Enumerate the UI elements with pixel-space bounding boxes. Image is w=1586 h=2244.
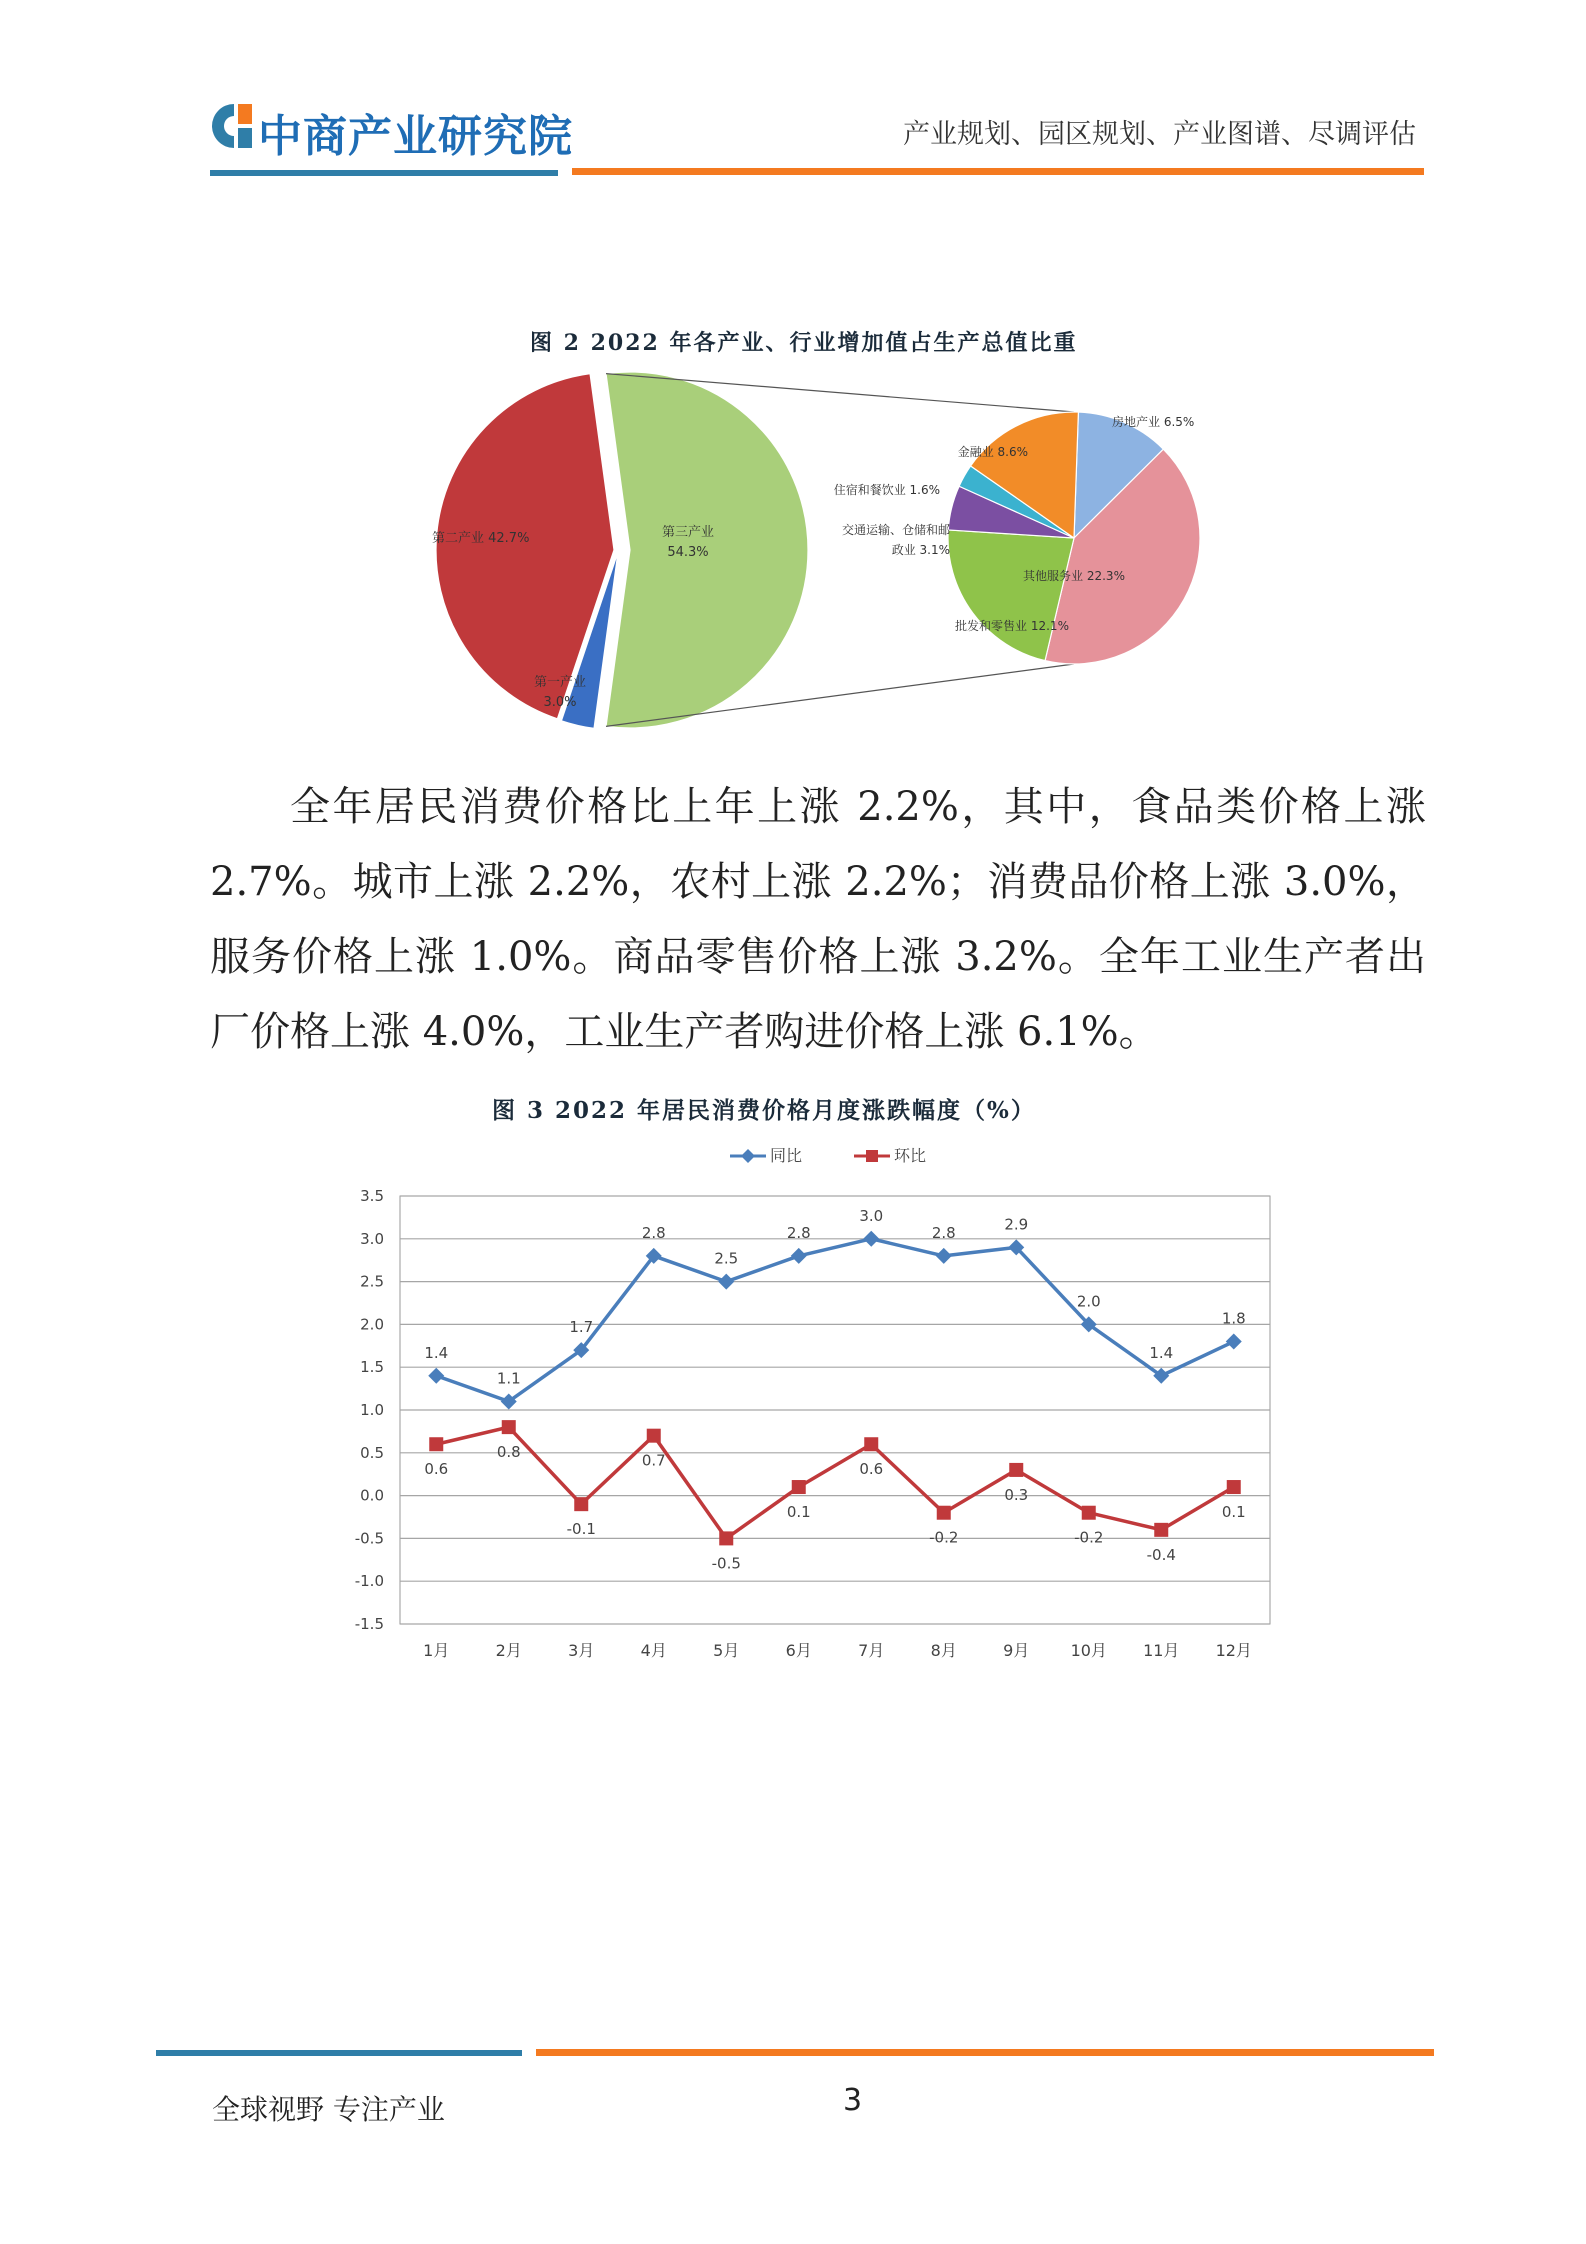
x-tick-label-1: 2月 [495, 1641, 522, 1660]
y-tick-label-1: 3.0 [360, 1229, 384, 1248]
point-0-5 [791, 1248, 807, 1264]
data-label-0-2: 1.7 [569, 1318, 594, 1337]
data-label-0-0: 1.4 [424, 1343, 449, 1362]
pie-label-detail-0-0: 房地产业 6.5% [1112, 415, 1195, 429]
svg-text:同比: 同比 [770, 1146, 803, 1165]
data-label-1-6: 0.6 [859, 1460, 884, 1479]
data-label-1-11: 0.1 [1221, 1503, 1246, 1522]
data-label-1-7: -0.2 [929, 1528, 959, 1547]
footer-rule-blue [156, 2050, 522, 2056]
point-1-6 [864, 1437, 878, 1451]
data-label-1-0: 0.6 [424, 1460, 449, 1479]
point-0-4 [718, 1274, 734, 1290]
legend-item-1 [854, 1146, 926, 1165]
header-rule-orange [572, 168, 1424, 175]
series-line-1 [436, 1427, 1234, 1538]
y-tick-label-0: 3.5 [360, 1187, 384, 1205]
data-label-0-1: 1.1 [496, 1369, 521, 1388]
data-label-1-9: -0.2 [1074, 1528, 1104, 1547]
point-0-11 [1226, 1334, 1242, 1350]
point-0-6 [863, 1231, 879, 1247]
pie-label-detail-4-0: 住宿和餐饮业 1.6% [833, 483, 940, 497]
data-label-0-7: 2.8 [931, 1223, 956, 1242]
pie-label-detail-5-0: 金融业 8.6% [957, 445, 1028, 459]
y-tick-label-8: -0.5 [354, 1529, 384, 1548]
point-1-7 [937, 1506, 951, 1520]
data-label-0-11: 1.8 [1221, 1309, 1246, 1328]
pie-label-detail-1-0: 其他服务业 22.3% [1023, 569, 1125, 583]
data-label-0-3: 2.8 [641, 1223, 666, 1242]
y-tick-label-5: 1.0 [360, 1401, 384, 1419]
pie-label-main-0-0: 第二产业 42.7% [432, 531, 530, 546]
body-paragraph [210, 770, 1426, 1070]
figure3-title: 图 3 2022 年居民消费价格月度涨跌幅度（%） [492, 1097, 1036, 1124]
page-number: 3 [843, 2083, 863, 2118]
data-label-0-8: 2.9 [1004, 1215, 1029, 1234]
x-tick-label-2: 3月 [568, 1641, 595, 1660]
data-label-1-2: -0.1 [566, 1520, 596, 1539]
legend-item-0 [730, 1146, 802, 1165]
pie-label-detail-3-1: 政业 3.1% [891, 543, 950, 557]
x-tick-label-9: 10月 [1070, 1641, 1107, 1660]
y-tick-label-2: 2.5 [360, 1272, 384, 1291]
point-0-0 [428, 1368, 444, 1384]
pie-label-main-1-1: 54.3% [667, 545, 709, 560]
x-tick-label-4: 5月 [713, 1641, 740, 1660]
data-label-1-10: -0.4 [1146, 1545, 1176, 1564]
footer-slogan: 全球视野 专注产业 [212, 2093, 445, 2126]
data-label-1-4: -0.5 [711, 1554, 741, 1573]
data-label-1-1: 0.8 [496, 1443, 521, 1462]
data-label-1-3: 0.7 [641, 1451, 666, 1470]
pie-label-detail-2-0: 批发和零售业 12.1% [955, 619, 1069, 633]
x-tick-label-11: 12月 [1215, 1641, 1252, 1660]
point-1-3 [647, 1429, 661, 1443]
header-tagline: 产业规划、园区规划、产业图谱、尽调评估 [903, 119, 1416, 150]
point-1-2 [574, 1497, 588, 1511]
point-1-9 [1082, 1506, 1096, 1520]
data-label-0-6: 3.0 [859, 1206, 884, 1225]
y-tick-label-10: -1.5 [354, 1615, 384, 1633]
logo-icon [208, 100, 258, 152]
logo-text: 中商产业研究院 [258, 111, 573, 162]
figure3-line-chart [340, 1140, 1280, 1680]
pie-label-main-2-0: 第一产业 [533, 675, 587, 690]
header-rule-blue [210, 170, 558, 176]
pie-label-main-2-1: 3.0% [543, 695, 577, 710]
point-1-5 [792, 1480, 806, 1494]
svg-text:环比: 环比 [894, 1146, 927, 1165]
x-tick-label-8: 9月 [1003, 1641, 1030, 1660]
y-tick-label-4: 1.5 [360, 1358, 384, 1377]
x-tick-label-10: 11月 [1143, 1641, 1180, 1660]
point-1-8 [1009, 1463, 1023, 1477]
figure2-title: 图 2 2022 年各产业、行业增加值占生产总值比重 [530, 330, 1078, 356]
data-label-1-8: 0.3 [1004, 1485, 1029, 1504]
figure2-pie-chart [400, 360, 1240, 740]
series-line-0 [436, 1239, 1234, 1402]
pie-label-main-1-0: 第三产业 [661, 525, 715, 540]
paragraph-cpi: 全年居民消费价格比上年上涨 2.2%，其中，食品类价格上涨 2.7%。城市上涨 2.2%，农村上涨 2.2%；消费品价格上涨 3.0%，服务价格上涨 1.0%。商品零售价格上涨 3.2%。全年工业生产者出厂价格上涨 4.0%，工业生产者购进价格上涨 6.1%。 [210, 784, 1426, 1055]
point-0-7 [936, 1248, 952, 1264]
data-label-1-5: 0.1 [786, 1503, 811, 1522]
point-1-4 [719, 1531, 733, 1545]
point-1-11 [1227, 1480, 1241, 1494]
x-tick-label-3: 4月 [640, 1641, 667, 1660]
x-tick-label-5: 6月 [785, 1641, 812, 1660]
y-tick-label-6: 0.5 [360, 1443, 384, 1462]
point-1-0 [429, 1437, 443, 1451]
data-label-0-4: 2.5 [714, 1249, 739, 1268]
data-label-0-10: 1.4 [1149, 1343, 1174, 1362]
point-1-10 [1154, 1523, 1168, 1537]
x-tick-label-6: 7月 [858, 1641, 885, 1660]
x-tick-label-0: 1月 [423, 1641, 450, 1660]
y-tick-label-9: -1.0 [354, 1572, 384, 1591]
data-label-0-5: 2.8 [786, 1223, 811, 1242]
y-tick-label-7: 0.0 [360, 1486, 384, 1505]
pie-label-detail-3-0: 交通运输、仓储和邮 [841, 523, 950, 537]
data-label-0-9: 2.0 [1076, 1292, 1101, 1311]
y-tick-label-3: 2.0 [360, 1315, 384, 1334]
x-tick-label-7: 8月 [930, 1641, 957, 1660]
point-1-1 [502, 1420, 516, 1434]
footer-rule-orange [536, 2049, 1434, 2056]
